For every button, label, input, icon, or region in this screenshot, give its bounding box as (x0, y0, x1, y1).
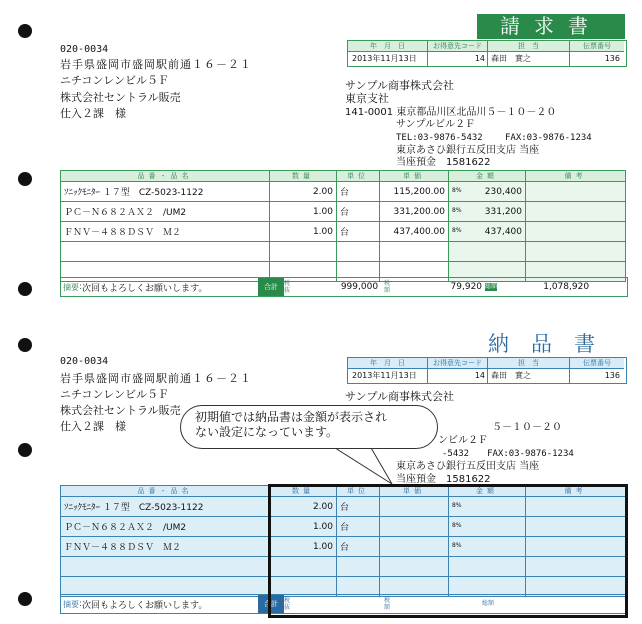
item-qty: 1.00 (270, 537, 337, 557)
remarks-text: 次回もよろしくお願いします。 (82, 283, 208, 294)
callout-line-1: 初期値では納品書は金額が表示され (195, 410, 388, 424)
header-person-label: 担 当 (488, 358, 570, 369)
item-qty: 1.00 (270, 517, 337, 537)
item-unit: 台 (337, 517, 380, 537)
item-amount: 331,200 (484, 206, 522, 217)
item-name: ＰＣ－Ｎ６８２ＡＸ２ /UM2 (61, 517, 270, 537)
item-name: ＦＮＶ－４８８ＤＳＶ Ｍ２ (61, 537, 270, 557)
delivery-person: 森田 實之 (488, 369, 570, 383)
item-name: ｿﾆｯｸﾓﾆﾀｰ １７型 CZ-5023-1122 (61, 182, 270, 202)
item-price: 115,200.00 (380, 182, 449, 202)
invoice-customer-code: 14 (428, 52, 488, 66)
issuer-tel-fax: -5432 FAX:03-9876-1234 (442, 449, 574, 459)
invoice-title: 請求書 (477, 14, 625, 39)
issuer-tel: TEL:03-9876-5432 (396, 133, 483, 143)
grand-label: 総額 (485, 283, 498, 290)
table-row (61, 202, 626, 222)
invoice-table-header: 品番・品名 数量 単位 単価 金額 備考 (61, 171, 626, 182)
punch-hole (18, 338, 32, 352)
tax-value: 79,920 (450, 282, 483, 292)
item-qty: 1.00 (270, 202, 337, 222)
delivery-slip: 136 (604, 371, 620, 380)
customer-company: 株式会社セントラル販売 (60, 404, 181, 417)
customer-building: ニチコンレンビル５Ｆ (60, 74, 170, 87)
grand-value: 1,078,920 (543, 282, 590, 292)
item-tax-rate: 8% (452, 521, 462, 529)
total-label: 合計 (258, 278, 284, 296)
item-price: 331,200.00 (380, 202, 449, 222)
callout-line-2: ない設定になっています。 (195, 425, 339, 439)
header-slip-label: 伝票番号 (570, 358, 624, 369)
customer-dept: 仕入２課 様 (60, 420, 126, 433)
table-row (61, 182, 626, 202)
item-qty: 2.00 (270, 497, 337, 517)
invoice-slip: 136 (604, 54, 620, 63)
invoice-date: 2013年11月13日 (348, 52, 428, 66)
issuer-fax: FAX:03-9876-1234 (505, 133, 592, 143)
header-slip-label: 伝票番号 (570, 41, 624, 52)
delivery-title: 納品書 (488, 332, 617, 356)
grand-label: 総額 (482, 600, 495, 607)
header-date-label: 年 月 日 (348, 41, 428, 52)
item-amount: 230,400 (484, 186, 522, 197)
remarks-text: 次回もよろしくお願いします。 (82, 600, 208, 611)
punch-hole (18, 24, 32, 38)
delivery-totals: 摘要 : 次回もよろしくお願いします。 合計 税抜 税額 総額 (60, 594, 628, 614)
item-unit: 台 (337, 497, 380, 517)
issuer-bank: 東京あさひ銀行五反田支店 当座 (396, 145, 540, 156)
issuer-bank: 東京あさひ銀行五反田支店 当座 (396, 461, 540, 472)
item-qty: 1.00 (270, 222, 337, 242)
table-row (61, 222, 626, 242)
item-name: ＰＣ－Ｎ６８２ＡＸ２ /UM2 (61, 202, 270, 222)
item-tax-rate: 8% (452, 206, 462, 214)
item-unit: 台 (337, 182, 380, 202)
customer-zip: 020-0034 (60, 44, 109, 55)
item-price: 437,400.00 (380, 222, 449, 242)
invoice-header-table (347, 40, 627, 67)
item-amount: 437,400 (484, 226, 522, 237)
header-code-label: お得意先コード (428, 41, 488, 52)
remarks-label: 摘要 (63, 282, 79, 292)
subtotal-value: 999,000 (340, 282, 379, 292)
punch-hole (18, 172, 32, 186)
item-tax-rate: 8% (452, 541, 462, 549)
issuer-address: 141-0001 東京都品川区北品川５－１０－２０ (345, 107, 557, 118)
side-code (0, 578, 1, 597)
issuer-company: サンプル商事株式会社 (345, 79, 455, 92)
issuer-account: 当座預金 1581622 (396, 157, 491, 168)
issuer-building: ンビル２Ｆ (438, 435, 488, 446)
invoice-person: 森田 實之 (488, 52, 570, 66)
tax-label: 税額 (384, 597, 391, 611)
callout-pointer (330, 446, 400, 486)
customer-address: 岩手県盛岡市盛岡駅前通１６－２１ (60, 372, 252, 385)
customer-address: 岩手県盛岡市盛岡駅前通１６－２１ (60, 58, 252, 71)
remarks-label: 摘要 (63, 599, 79, 609)
header-person-label: 担 当 (488, 41, 570, 52)
callout-note (180, 405, 438, 449)
delivery-customer-code: 14 (428, 369, 488, 383)
customer-company: 株式会社セントラル販売 (60, 91, 181, 104)
item-unit: 台 (337, 222, 380, 242)
subtotal-label: 税抜 (284, 597, 291, 611)
customer-dept: 仕入２課 様 (60, 107, 126, 120)
issuer-account: 当座預金 1581622 (396, 474, 491, 485)
issuer-company: サンプル商事株式会社 (345, 390, 455, 403)
punch-hole (18, 282, 32, 296)
item-name: ＦＮＶ－４８８ＤＳＶ Ｍ２ (61, 222, 270, 242)
header-date-label: 年 月 日 (348, 358, 428, 369)
issuer-building: サンプルビル２Ｆ (396, 119, 476, 130)
tax-label: 税額 (384, 280, 391, 294)
item-qty: 2.00 (270, 182, 337, 202)
table-row (61, 242, 626, 262)
subtotal-label: 税抜 (284, 280, 291, 294)
item-unit: 台 (337, 537, 380, 557)
invoice-totals: 摘要 : 次回もよろしくお願いします。 合計 税抜 999,000 税額 79,920 総額 1,078,920 (60, 277, 628, 297)
delivery-table-header: 品番・品名 数量 単位 単価 金額 備考 (61, 486, 626, 497)
customer-building: ニチコンレンビル５Ｆ (60, 388, 170, 401)
invoice-items-table (60, 170, 626, 282)
punch-hole (18, 443, 32, 457)
item-unit: 台 (337, 202, 380, 222)
issuer-address: ５－１０－２０ (492, 422, 562, 433)
issuer-branch: 東京支社 (345, 92, 389, 105)
delivery-header-table (347, 357, 627, 384)
punch-hole (18, 592, 32, 606)
highlight-frame (268, 484, 628, 618)
item-tax-rate: 8% (452, 226, 462, 234)
total-label: 合計 (258, 595, 284, 613)
item-tax-rate: 8% (452, 186, 462, 194)
item-tax-rate: 8% (452, 501, 462, 509)
item-name: ｿﾆｯｸﾓﾆﾀｰ １７型 CZ-5023-1122 (61, 497, 270, 517)
header-code-label: お得意先コード (428, 358, 488, 369)
delivery-date: 2013年11月13日 (348, 369, 428, 383)
customer-zip: 020-0034 (60, 356, 109, 367)
